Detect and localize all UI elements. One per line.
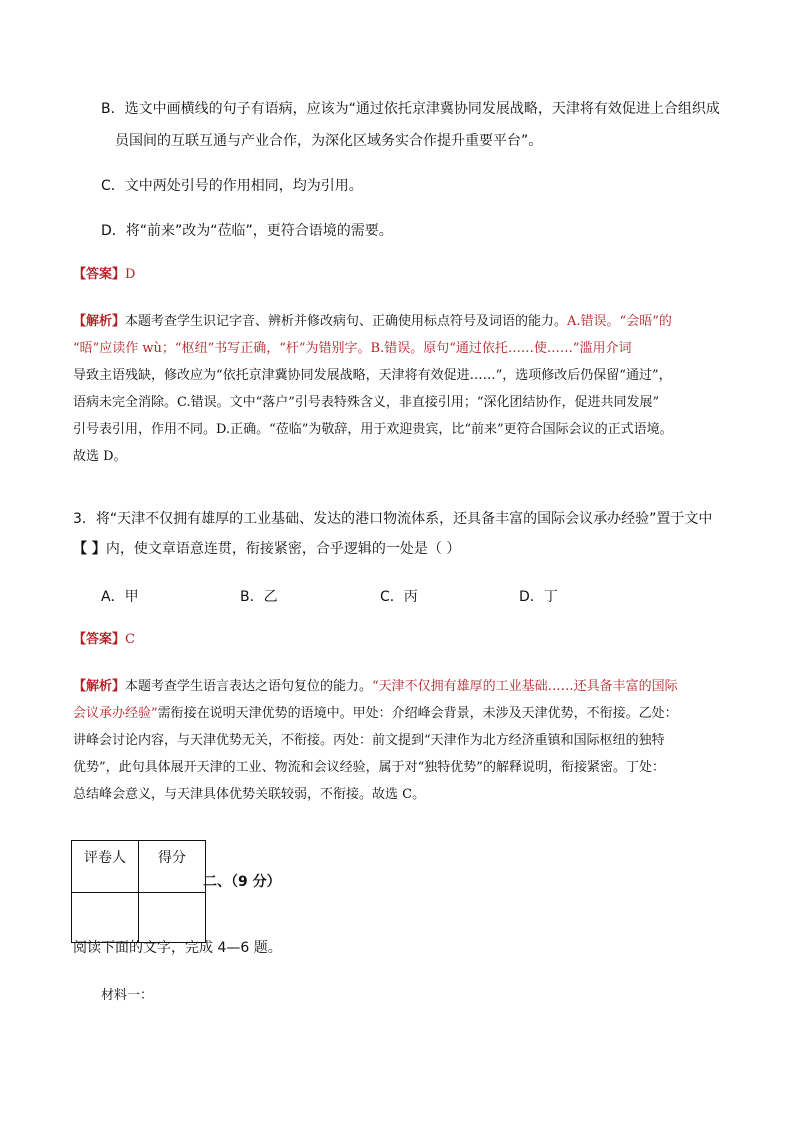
q2-option-d: D．将“前来”改为“莅临”，更符合语境的需要。	[101, 223, 393, 239]
section-title: 二、（9 分）	[203, 874, 281, 890]
answer-value: C	[125, 632, 135, 647]
analysis-label: 【解析】	[73, 679, 126, 694]
q3-option-d: D．丁	[519, 589, 558, 605]
q2-option-c: C．文中两处引号的作用相同，均为引用。	[101, 178, 363, 194]
answer-label: 【答案】	[73, 632, 126, 647]
material-heading: 材料一：	[101, 988, 154, 1003]
analysis-line: 故选 D。	[73, 449, 127, 464]
score-table-score-cell[interactable]	[139, 893, 206, 943]
score-table-header-grader: 评卷人	[72, 841, 139, 893]
q3-option-a: A．甲	[101, 589, 139, 605]
analysis-line: 【解析】本题考查学生识记字音、辨析并修改病句、正确使用标点符号及词语的能力。A.错误。“会晤”的	[73, 314, 672, 329]
score-table-grader-cell[interactable]	[72, 893, 139, 943]
analysis-line: 引号表引用，作用不同。D.正确。“莅临”为敬辞，用于欢迎贵宾，比“前来”更符合国际会议的正式语境。	[73, 422, 673, 437]
score-table-header-score: 得分	[139, 841, 206, 893]
q3-stem-line1: 3．将“天津不仅拥有雄厚的工业基础、发达的港口物流体系，还具备丰富的国际会议承办经验”置于文中	[73, 511, 713, 527]
analysis-line: 总结峰会意义，与天津具体优势关联较弱，不衔接。故选 C。	[73, 787, 426, 802]
analysis-label: 【解析】	[73, 314, 126, 329]
q3-option-c: C．丙	[380, 589, 418, 605]
analysis-line: “晤”应读作 wù；“枢纽”书写正确，“杆”为错别字。B.错误。原句“通过依托……使……”滥用介词	[73, 341, 632, 356]
analysis-line: 优势”，此句具体展开天津的工业、物流和会议经验，属于对“独特优势”的解释说明，衔接紧密。丁处：	[73, 760, 665, 775]
analysis-line: 会议承办经验”需衔接在说明天津优势的语境中。甲处：介绍峰会背景，未涉及天津优势，不衔接。乙处：	[73, 706, 678, 721]
analysis-line: 语病未完全消除。C.错误。文中“落户”引号表特殊含义，非直接引用；“深化团结协作，促进共同发展”	[73, 395, 660, 410]
q3-option-b: B．乙	[240, 589, 278, 605]
score-table	[71, 840, 206, 943]
q3-answer	[73, 630, 135, 650]
analysis-line: 讲峰会讨论内容，与天津优势无关，不衔接。丙处：前文提到“天津作为北方经济重镇和国际枢纽的独特	[73, 733, 665, 748]
answer-value: D	[125, 267, 136, 282]
reading-instruction: 阅读下面的文字，完成 4—6 题。	[73, 940, 282, 956]
analysis-line: 【解析】本题考查学生语言表达之语句复位的能力。“天津不仅拥有雄厚的工业基础……还具备丰富的国际	[73, 679, 678, 694]
q3-stem-line2: 【 】内，使文章语意连贯，衔接紧密，合乎逻辑的一处是（ ）	[73, 541, 461, 557]
q2-answer	[73, 265, 135, 285]
blank-bracket: 【 】	[73, 541, 106, 557]
analysis-line: 导致主语残缺，修改应为“依托京津冀协同发展战略，天津将有效促进……”，选项修改后仍保留“通过”，	[73, 368, 672, 383]
answer-label: 【答案】	[73, 267, 126, 282]
q2-option-b-line2: 员国间的互联互通与产业合作，为深化区域务实合作提升重要平台”。	[115, 133, 543, 149]
q2-option-b-line1: B．选文中画横线的句子有语病，应该为“通过依托京津冀协同发展战略，天津将有效促进上合组织成	[101, 101, 720, 117]
